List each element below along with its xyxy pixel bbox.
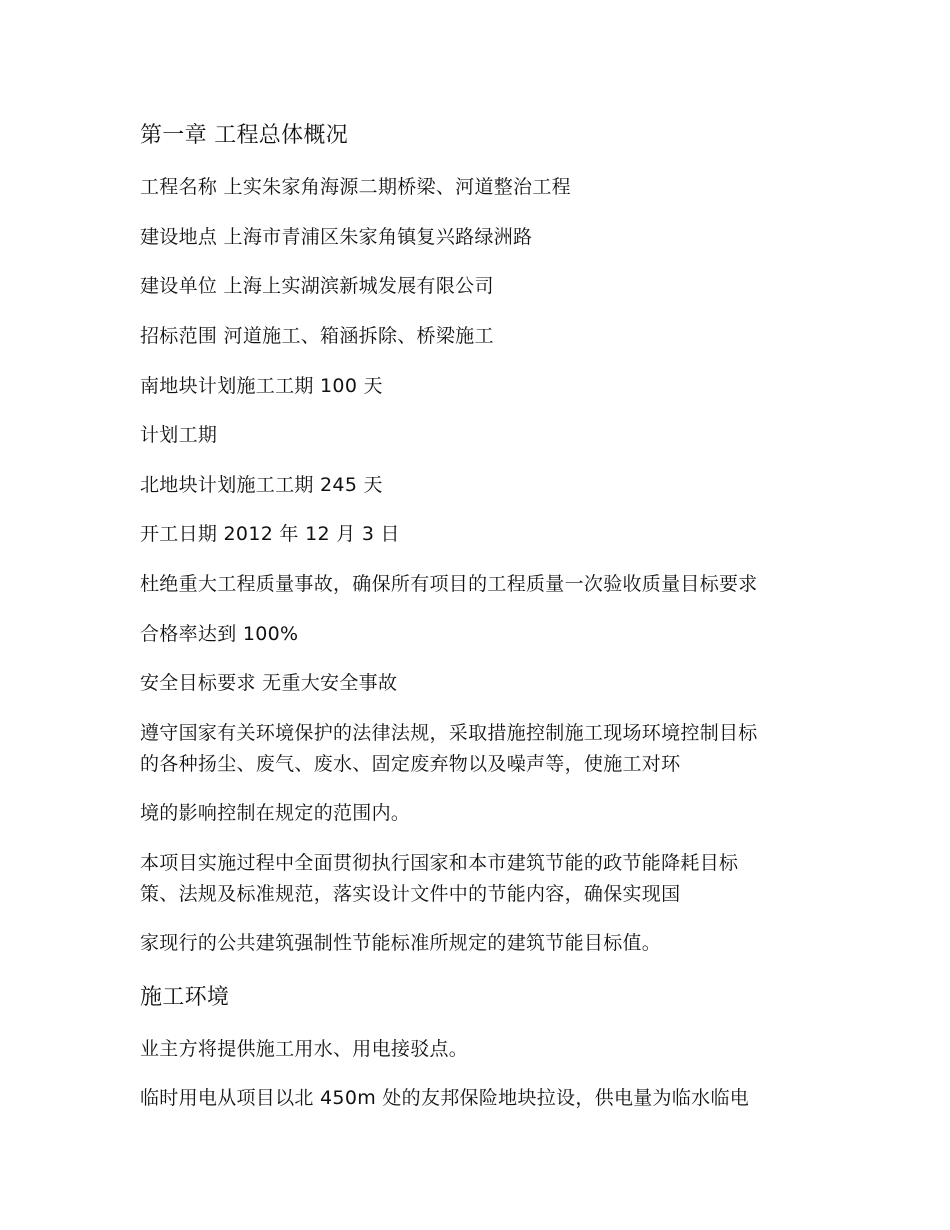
quality-line-1: 杜绝重大工程质量事故，确保所有项目的工程质量一次验收质量目标要求: [140, 573, 758, 595]
quality-line-2: 合格率达到 100%: [140, 623, 299, 645]
plan-period-label: 计划工期: [140, 424, 218, 446]
project-name-line: 工程名称 上实朱家角海源二期桥梁、河道整治工程: [140, 176, 571, 198]
safety-line: 安全目标要求 无重大安全事故: [140, 672, 398, 694]
energy-line-3: 家现行的公共建筑强制性节能标准所规定的建筑节能目标值。: [140, 932, 662, 954]
water-power-line: 业主方将提供施工用水、用电接驳点。: [140, 1038, 469, 1060]
location-line: 建设地点 上海市青浦区朱家角镇复兴路绿洲路: [140, 226, 533, 248]
energy-line-1: 本项目实施过程中全面贯彻执行国家和本市建筑节能的政节能降耗目标: [140, 852, 739, 874]
chapter-title: 第一章 工程总体概况: [140, 123, 348, 148]
environment-line-3: 境的影响控制在规定的范围内。: [140, 802, 411, 824]
section-title: 施工环境: [140, 985, 230, 1010]
north-period-line: 北地块计划施工工期 245 天: [140, 474, 383, 496]
south-period-line: 南地块计划施工工期 100 天: [140, 375, 383, 397]
scope-line: 招标范围 河道施工、箱涵拆除、桥梁施工: [140, 325, 494, 347]
temporary-power-line: 临时用电从项目以北 450m 处的友邦保险地块拉设，供电量为临水临电: [140, 1087, 750, 1109]
environment-line-2: 的各种扬尘、废气、废水、固定废弃物以及噪声等，使施工对环: [140, 753, 681, 775]
start-date-line: 开工日期 2012 年 12 月 3 日: [140, 523, 400, 545]
energy-line-2: 策、法规及标准规范，落实设计文件中的节能内容，确保实现国: [140, 883, 681, 905]
owner-line: 建设单位 上海上实湖滨新城发展有限公司: [140, 275, 494, 297]
environment-line-1: 遵守国家有关环境保护的法律法规，采取措施控制施工现场环境控制目标: [140, 722, 758, 744]
